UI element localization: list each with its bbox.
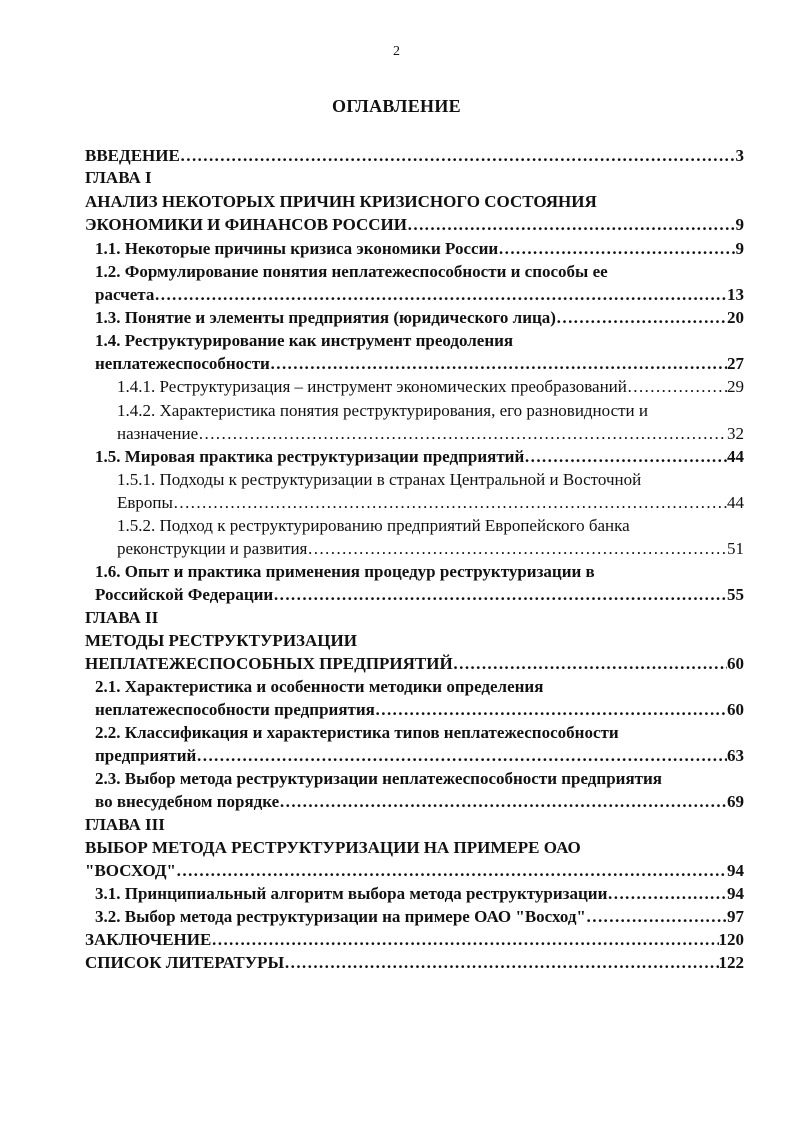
toc-page-number: 69 [727,792,744,811]
toc-entry-title: 3.1. Принципиальный алгоритм выбора метода реструктуризации [95,884,608,903]
toc-entry-title: "ВОСХОД" [85,861,176,880]
toc-entry-title: ЗАКЛЮЧЕНИЕ [85,930,212,949]
toc-entry-2-1[interactable] [95,699,744,721]
toc-entry-1-1[interactable] [95,238,744,260]
toc-entry-3-1[interactable] [95,883,744,905]
toc-entry-1-5[interactable] [95,446,744,468]
toc-entry-2-2[interactable] [95,745,744,767]
dot-leader [627,376,727,398]
dot-leader [211,929,718,951]
toc-page-number: 94 [727,861,744,880]
chapter-1-title: АНАЛИЗ НЕКОТОРЫХ ПРИЧИН КРИЗИСНОГО СОСТОЯНИЯ [85,192,597,211]
toc-entry-1-3[interactable] [95,307,744,329]
dot-leader [307,538,727,560]
page-number: 2 [393,44,400,59]
dot-leader [154,284,727,306]
chapter-2-title: МЕТОДЫ РЕСТРУКТУРИЗАЦИИ [85,631,357,650]
toc-page-number: 122 [718,953,744,972]
dot-leader [375,699,727,721]
toc-entry-title: Российской Федерации [95,585,274,604]
chapter-3-label: ГЛАВА III [85,815,165,834]
toc-page-number: 44 [727,447,744,466]
toc-entry-title: НЕПЛАТЕЖЕСПОСОБНЫХ ПРЕДПРИЯТИЙ [85,654,453,673]
toc-entry-3-2[interactable] [95,906,744,928]
toc-entry-1-2[interactable] [95,284,744,306]
toc-entry-chapter-2[interactable] [85,653,744,675]
toc-entry-1-5-2-line1: 1.5.2. Подход к реструктурированию предприятий Европейского банка [117,516,630,535]
dot-leader [176,860,727,882]
toc-entry-1-5-1[interactable] [117,492,744,514]
toc-page-number: 13 [727,285,744,304]
toc-entry-conclusion[interactable] [85,929,744,951]
dot-leader [284,952,718,974]
toc-entry-2-3-line1: 2.3. Выбор метода реструктуризации неплатежеспособности предприятия [95,769,662,788]
toc-page-number: 60 [727,654,744,673]
dot-leader [586,906,727,928]
toc-entry-title: 1.5. Мировая практика реструктуризации предприятий [95,447,525,466]
toc-entry-title: 1.1. Некоторые причины кризиса экономики России [95,239,499,258]
toc-page-number: 55 [727,585,744,604]
toc-entry-chapter-3[interactable] [85,860,744,882]
dot-leader [279,791,727,813]
dot-leader [556,307,727,329]
toc-entry-title: неплатежеспособности предприятия [95,700,375,719]
toc-entry-2-2-line1: 2.2. Классификация и характеристика типов неплатежеспособности [95,723,619,742]
toc-entry-title: СПИСОК ЛИТЕРАТУРЫ [85,953,285,972]
toc-entry-title: ЭКОНОМИКИ И ФИНАНСОВ РОССИИ [85,215,407,234]
toc-page-number: 63 [727,746,744,765]
toc-entry-1-5-2[interactable] [117,538,744,560]
toc-page-number: 94 [727,884,744,903]
toc-page-number: 27 [727,354,744,373]
toc-page-number: 3 [735,146,744,165]
toc-entry-title: предприятий [95,746,197,765]
toc-entry-chapter-1[interactable] [85,214,744,236]
toc-page-number: 44 [727,493,744,512]
toc-entry-title: реконструкции и развития [117,539,308,558]
dot-leader [198,423,727,445]
toc-entry-1-4[interactable] [95,353,744,375]
toc-entry-title: 3.2. Выбор метода реструктуризации на примере ОАО "Восход" [95,907,586,926]
toc-page-number: 9 [735,215,744,234]
toc-title: ОГЛАВЛЕНИЕ [332,96,461,116]
toc-entry-1-4-2-line1: 1.4.2. Характеристика понятия реструктурирования, его разновидности и [117,401,649,420]
toc-entry-1-6[interactable] [95,584,744,606]
toc-page-number: 32 [727,424,744,443]
dot-leader [407,214,736,236]
dot-leader [273,584,727,606]
toc-entry-1-5-1-line1: 1.5.1. Подходы к реструктуризации в странах Центральной и Восточной [117,470,642,489]
toc-page-number: 60 [727,700,744,719]
toc-entry-title: во внесудебном порядке [95,792,280,811]
toc-entry-title: 1.3. Понятие и элементы предприятия (юридического лица) [95,308,556,327]
dot-leader [453,653,727,675]
toc-page-number: 29 [727,377,744,396]
dot-leader [180,145,736,167]
dot-leader [498,238,735,260]
toc-page-number: 9 [735,239,744,258]
toc-entry-bibliography[interactable] [85,952,744,974]
chapter-1-label: ГЛАВА I [85,168,152,187]
dot-leader [607,883,727,905]
toc-entry-title: ВВЕДЕНИЕ [85,146,180,165]
dot-leader [196,745,727,767]
chapter-2-label: ГЛАВА II [85,608,159,627]
toc-entry-title: неплатежеспособности [95,354,270,373]
toc-entry-1-6-line1: 1.6. Опыт и практика применения процедур реструктуризации в [95,562,595,581]
dot-leader [173,492,727,514]
toc-entry-title: 1.4.1. Реструктуризация – инструмент экономических преобразований [117,377,627,396]
toc-entry-title: Европы [117,493,173,512]
toc-entry-title: назначение [117,424,199,443]
dot-leader [270,353,727,375]
toc-page-number: 97 [727,907,744,926]
toc-entry-1-2-line1: 1.2. Формулирование понятия неплатежеспособности и способы ее [95,262,608,281]
chapter-3-title: ВЫБОР МЕТОДА РЕСТРУКТУРИЗАЦИИ НА ПРИМЕРЕ ОАО [85,838,581,857]
toc-entry-title: расчета [95,285,155,304]
toc-entry-introduction[interactable] [85,145,744,167]
dot-leader [524,446,727,468]
toc-entry-1-4-2[interactable] [117,423,744,445]
toc-entry-1-4-line1: 1.4. Реструктурирование как инструмент преодоления [95,331,514,350]
toc-entry-2-1-line1: 2.1. Характеристика и особенности методики определения [95,677,544,696]
toc-entry-2-3[interactable] [95,791,744,813]
toc-page-number: 51 [727,539,744,558]
toc-entry-1-4-1[interactable] [117,376,744,398]
toc-page-number: 120 [718,930,744,949]
toc-page-number: 20 [727,308,744,327]
